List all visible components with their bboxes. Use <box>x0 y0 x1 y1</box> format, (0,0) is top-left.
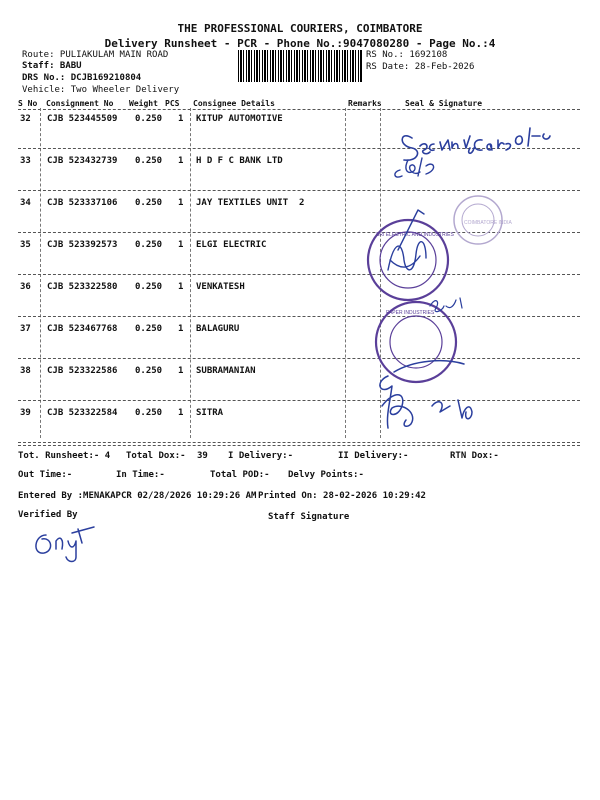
out-time-label: Out Time:- <box>18 470 73 480</box>
row-sno: 35 <box>20 240 31 250</box>
row-weight: 0.250 <box>135 114 163 124</box>
verifier-signature <box>28 525 108 565</box>
runsheet-title: Delivery Runsheet - PCR - Phone No.:9047080280 - Page No.:4 <box>104 37 496 50</box>
delivery-points-label: Delvy Points:- <box>288 470 364 480</box>
total-dox-value: 39 <box>197 451 208 461</box>
verified-by-label: Verified By <box>18 510 78 520</box>
barcode-image <box>238 50 362 82</box>
col-consignment: Consignment No <box>46 99 114 108</box>
footer-rule <box>18 445 580 446</box>
handwritten-signature <box>395 158 434 177</box>
row-consignee: H D F C BANK LTD <box>196 156 283 166</box>
row-consignment-number: CJB 523322580 <box>47 282 118 292</box>
row-consignee: JAY TEXTILES UNIT 2 <box>196 198 305 208</box>
row-consignee: KITUP AUTOMOTIVE <box>196 114 283 124</box>
row-sno: 39 <box>20 408 31 418</box>
row-sno: 34 <box>20 198 31 208</box>
in-time-label: In Time:- <box>116 470 165 480</box>
row-weight: 0.250 <box>135 366 163 376</box>
printed-on: Printed On: 28-02-2026 10:29:42 <box>258 491 426 501</box>
total-pod-label: Total POD:- <box>210 470 270 480</box>
row-consignment-number: CJB 523337106 <box>47 198 118 208</box>
col-weight: Weight <box>129 99 158 108</box>
row-pcs: 1 <box>178 366 184 376</box>
rs-number: RS No.: 1692108 <box>366 50 448 60</box>
row-consignment-number: CJB 523322586 <box>47 366 118 376</box>
i-delivery-label: I Delivery:- <box>228 451 294 461</box>
stamp-text: SRI ELECTRIC AND INDUSTRIES <box>376 232 454 238</box>
row-sno: 37 <box>20 324 31 334</box>
row-sno: 33 <box>20 156 31 166</box>
col-remarks: Remarks <box>348 99 382 108</box>
row-pcs: 1 <box>178 240 184 250</box>
row-pcs: 1 <box>178 156 184 166</box>
rtn-dox-label: RTN Dox:- <box>450 451 499 461</box>
vehicle-label: Vehicle: Two Wheeler Delivery <box>22 85 180 95</box>
stamp-text: COIMBATORE INDIA <box>464 220 512 226</box>
handwritten-signature <box>402 128 550 160</box>
row-consignment-number: CJB 523467768 <box>47 324 118 334</box>
staff-signature-label: Staff Signature <box>268 512 350 522</box>
row-consignment-number: CJB 523322584 <box>47 408 118 418</box>
drs-number: DRS No.: DCJB169210804 <box>22 73 142 83</box>
row-weight: 0.250 <box>135 282 163 292</box>
row-consignment-number: CJB 523392573 <box>47 240 118 250</box>
handwritten-signature <box>430 298 462 312</box>
row-consignee: BALAGURU <box>196 324 240 334</box>
row-sno: 38 <box>20 366 31 376</box>
row-pcs: 1 <box>178 282 184 292</box>
row-pcs: 1 <box>178 114 184 124</box>
col-sno: S No <box>18 99 38 108</box>
row-pcs: 1 <box>178 198 184 208</box>
route-label: Route: PULIAKULAM MAIN ROAD <box>22 50 169 60</box>
row-weight: 0.250 <box>135 408 163 418</box>
total-dox-label: Total Dox:- <box>126 451 186 461</box>
handwritten-signature <box>380 361 472 428</box>
row-consignee: ELGI ELECTRIC <box>196 240 267 250</box>
row-consignee: VENKATESH <box>196 282 245 292</box>
col-consignee: Consignee Details <box>193 99 275 108</box>
row-sno: 32 <box>20 114 31 124</box>
row-sno: 36 <box>20 282 31 292</box>
entered-by: Entered By :MENAKAPCR 02/28/2026 10:29:26 AM <box>18 491 257 501</box>
stamp-text: PAPER INDUSTRIES <box>386 310 435 316</box>
row-consignment-number: CJB 523432739 <box>47 156 118 166</box>
row-weight: 0.250 <box>135 240 163 250</box>
row-consignee: SITRA <box>196 408 224 418</box>
staff-label: Staff: BABU <box>22 61 82 71</box>
row-weight: 0.250 <box>135 156 163 166</box>
seals-and-signatures <box>360 110 600 450</box>
row-consignment-number: CJB 523445509 <box>47 114 118 124</box>
row-weight: 0.250 <box>135 198 163 208</box>
row-pcs: 1 <box>178 408 184 418</box>
stamp-ring <box>380 232 436 288</box>
company-title: THE PROFESSIONAL COURIERS, COIMBATORE <box>177 22 423 35</box>
total-runsheet: Tot. Runsheet:- 4 <box>18 451 111 461</box>
row-pcs: 1 <box>178 324 184 334</box>
row-weight: 0.250 <box>135 324 163 334</box>
ii-delivery-label: II Delivery:- <box>338 451 409 461</box>
col-pcs: PCS <box>165 99 180 108</box>
rs-date: RS Date: 28-Feb-2026 <box>366 62 475 72</box>
handwritten-signature <box>36 527 94 562</box>
col-seal-signature: Seal & Signature <box>405 99 483 108</box>
row-consignee: SUBRAMANIAN <box>196 366 256 376</box>
